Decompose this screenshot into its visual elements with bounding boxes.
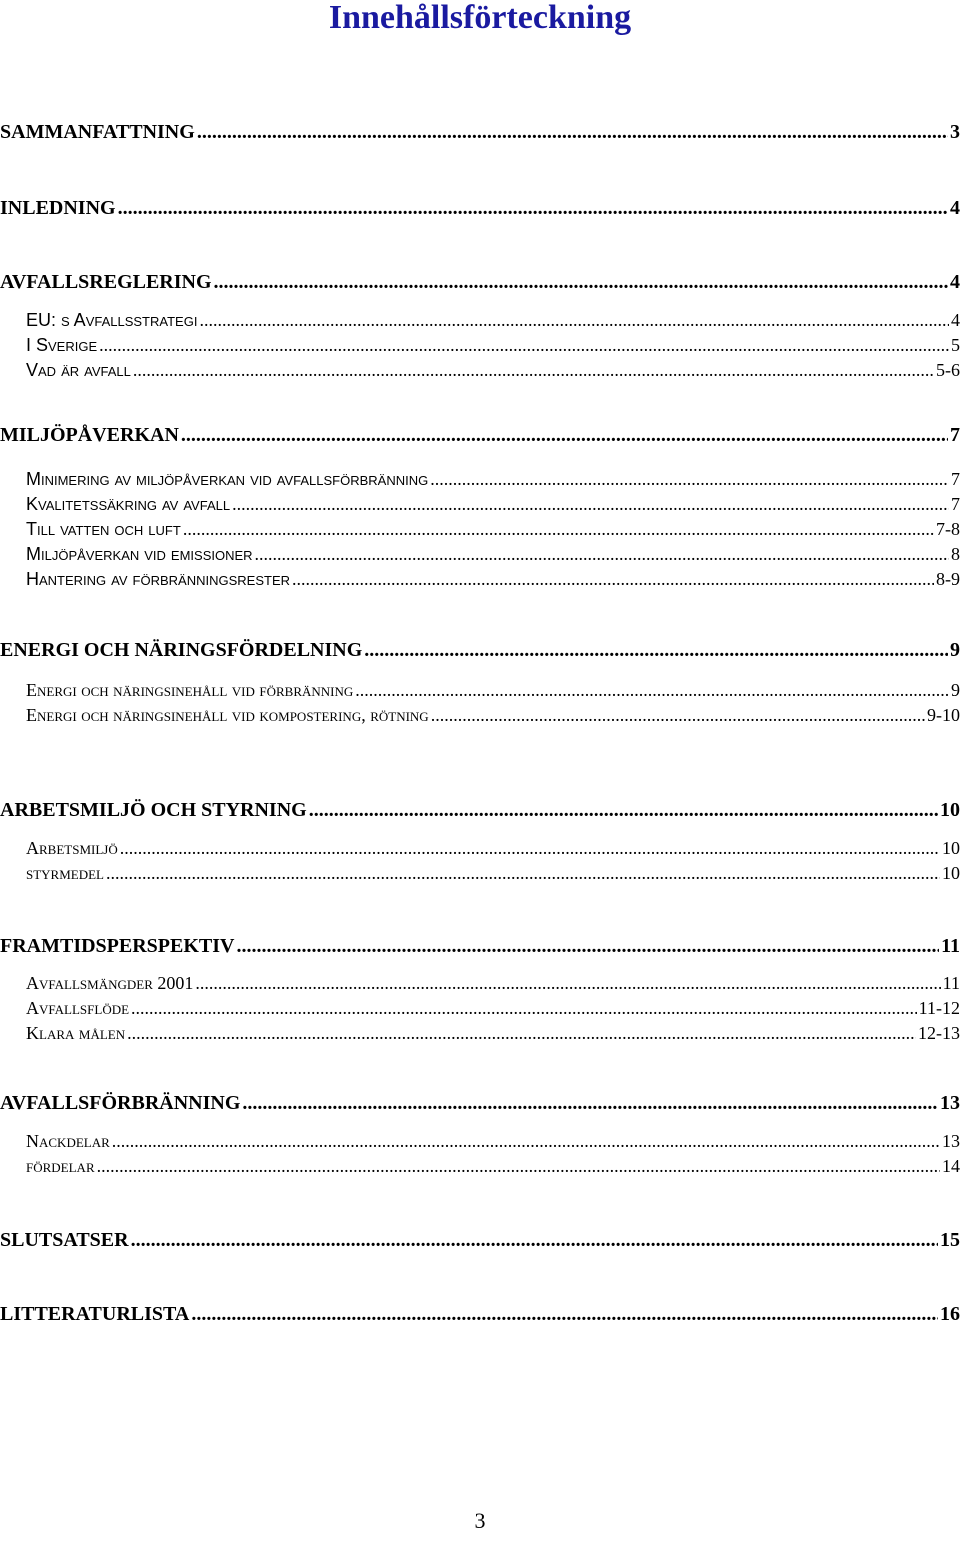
toc-subentry[interactable] bbox=[0, 519, 960, 540]
toc-subentry[interactable] bbox=[0, 360, 960, 381]
toc-entry-label: EU: s Avfallsstrategi bbox=[26, 310, 198, 330]
toc-subentry[interactable] bbox=[0, 705, 960, 726]
dot-leader bbox=[106, 863, 940, 884]
toc-entry-page: 4 bbox=[951, 310, 960, 330]
dot-leader bbox=[431, 705, 925, 726]
toc-heading-entry[interactable] bbox=[0, 424, 960, 447]
toc-entry-page: 7 bbox=[951, 469, 960, 489]
toc-subentry[interactable] bbox=[0, 1023, 960, 1044]
dot-leader bbox=[195, 973, 940, 994]
toc-entry-label: ENERGI OCH NÄRINGSFÖRDELNING bbox=[0, 639, 363, 661]
toc-entry-page: 5-6 bbox=[936, 360, 960, 380]
toc-entry-label: SLUTSATSER bbox=[0, 1229, 129, 1251]
toc-heading-entry[interactable] bbox=[0, 639, 960, 662]
toc-subentry[interactable] bbox=[0, 310, 960, 331]
toc-subentry[interactable] bbox=[0, 494, 960, 515]
dot-leader bbox=[292, 569, 934, 590]
document-title: Innehållsförteckning bbox=[328, 0, 632, 36]
dot-leader bbox=[97, 1156, 940, 1177]
toc-entry-label: Till vatten och luft bbox=[26, 519, 181, 539]
toc-entry-label: Nackdelar bbox=[26, 1131, 110, 1151]
toc-heading-entry[interactable] bbox=[0, 1229, 960, 1252]
toc-entry-page: 14 bbox=[942, 1156, 960, 1176]
dot-leader bbox=[364, 639, 948, 662]
toc-entry-label: Klara målen bbox=[26, 1023, 126, 1043]
dot-leader bbox=[309, 799, 938, 822]
toc-subentry[interactable] bbox=[0, 569, 960, 590]
toc-entry-label: Miljöpåverkan vid emissioner bbox=[26, 544, 253, 564]
toc-entry-page: 4 bbox=[950, 197, 960, 219]
toc-heading-entry[interactable] bbox=[0, 271, 960, 294]
toc-heading-entry[interactable] bbox=[0, 121, 960, 144]
toc-entry-page: 11-12 bbox=[918, 998, 960, 1018]
toc-entry-label: INLEDNING bbox=[0, 197, 116, 219]
toc-subentry[interactable] bbox=[0, 1156, 960, 1177]
toc-subentry[interactable] bbox=[0, 998, 960, 1019]
toc-entry-label: I Sverige bbox=[26, 335, 98, 355]
toc-subentry[interactable] bbox=[0, 973, 960, 994]
dot-leader bbox=[118, 197, 948, 220]
toc-entry-page: 9-10 bbox=[927, 705, 960, 725]
toc-entry-page: 8-9 bbox=[936, 569, 960, 589]
toc-entry-label: Avfallsmängder 2001 bbox=[26, 973, 194, 993]
toc-entry-page: 9 bbox=[950, 639, 960, 661]
toc-entry-label: Kvalitetssäkring av avfall bbox=[26, 494, 231, 514]
dot-leader bbox=[183, 519, 934, 540]
dot-leader bbox=[214, 271, 948, 294]
toc-entry-page: 11 bbox=[942, 973, 960, 993]
dot-leader bbox=[199, 310, 949, 331]
toc-entry-label: Avfallsflöde bbox=[26, 998, 130, 1018]
toc-entry-label: fördelar bbox=[26, 1156, 95, 1176]
dot-leader bbox=[131, 1229, 938, 1252]
toc-entry-page: 4 bbox=[950, 271, 960, 293]
dot-leader bbox=[232, 494, 949, 515]
toc-subentry[interactable] bbox=[0, 544, 960, 565]
toc-entry-page: 16 bbox=[940, 1303, 960, 1325]
toc-heading-entry[interactable] bbox=[0, 197, 960, 220]
dot-leader bbox=[133, 360, 934, 381]
toc-heading-entry[interactable] bbox=[0, 1303, 960, 1326]
dot-leader bbox=[191, 1303, 938, 1326]
toc-subentry[interactable] bbox=[0, 335, 960, 356]
toc-entry-label: Arbetsmiljö bbox=[26, 838, 118, 858]
toc-entry-page: 8 bbox=[951, 544, 960, 564]
dot-leader bbox=[197, 121, 948, 144]
toc-entry-label: Energi och näringsinehåll vid förbränning bbox=[26, 680, 354, 700]
toc-subentry[interactable] bbox=[0, 680, 960, 701]
dot-leader bbox=[242, 1092, 938, 1115]
dot-leader bbox=[120, 838, 940, 859]
toc-entry-page: 10 bbox=[942, 863, 960, 883]
dot-leader bbox=[131, 998, 917, 1019]
toc-entry-label: Minimering av miljöpåverkan vid avfallsförbränning bbox=[26, 469, 429, 489]
toc-entry-page: 7-8 bbox=[936, 519, 960, 539]
toc-subentry[interactable] bbox=[0, 863, 960, 884]
toc-entry-page: 3 bbox=[950, 121, 960, 143]
toc-entry-page: 13 bbox=[940, 1092, 960, 1114]
dot-leader bbox=[255, 544, 949, 565]
toc-heading-entry[interactable] bbox=[0, 799, 960, 822]
toc-entry-page: 7 bbox=[951, 494, 960, 514]
dot-leader bbox=[112, 1131, 940, 1152]
toc-entry-label: Vad är avfall bbox=[26, 360, 131, 380]
toc-entry-label: AVFALLSREGLERING bbox=[0, 271, 212, 293]
toc-entry-page: 12-13 bbox=[918, 1023, 960, 1043]
toc-entry-label: FRAMTIDSPERSPEKTIV bbox=[0, 935, 235, 957]
toc-subentry[interactable] bbox=[0, 469, 960, 490]
dot-leader bbox=[236, 935, 939, 958]
toc-entry-page: 7 bbox=[950, 424, 960, 446]
toc-entry-page: 13 bbox=[942, 1131, 960, 1151]
toc-entry-page: 5 bbox=[951, 335, 960, 355]
toc-heading-entry[interactable] bbox=[0, 1092, 960, 1115]
dot-leader bbox=[181, 424, 948, 447]
dot-leader bbox=[99, 335, 949, 356]
toc-entry-label: AVFALLSFÖRBRÄNNING bbox=[0, 1092, 241, 1114]
toc-entry-label: LITTERATURLISTA bbox=[0, 1303, 190, 1325]
toc-entry-label: Energi och näringsinehåll vid kompostering, rötning bbox=[26, 705, 429, 725]
toc-entry-page: 15 bbox=[940, 1229, 960, 1251]
page-number: 3 bbox=[474, 1508, 486, 1533]
toc-subentry[interactable] bbox=[0, 1131, 960, 1152]
toc-heading-entry[interactable] bbox=[0, 935, 960, 958]
toc-entry-label: ARBETSMILJÖ OCH STYRNING bbox=[0, 799, 307, 821]
dot-leader bbox=[430, 469, 949, 490]
toc-entry-label: styrmedel bbox=[26, 863, 104, 883]
toc-entry-label: Hantering av förbränningsrester bbox=[26, 569, 291, 589]
toc-entry-page: 10 bbox=[940, 799, 960, 821]
toc-entry-page: 9 bbox=[951, 680, 960, 700]
toc-subentry[interactable] bbox=[0, 838, 960, 859]
toc-entry-label: SAMMANFATTNING bbox=[0, 121, 195, 143]
dot-leader bbox=[355, 680, 949, 701]
toc-entry-page: 11 bbox=[941, 935, 960, 957]
toc-entry-label: MILJÖPÅVERKAN bbox=[0, 424, 179, 446]
dot-leader bbox=[127, 1023, 916, 1044]
toc-entry-page: 10 bbox=[942, 838, 960, 858]
